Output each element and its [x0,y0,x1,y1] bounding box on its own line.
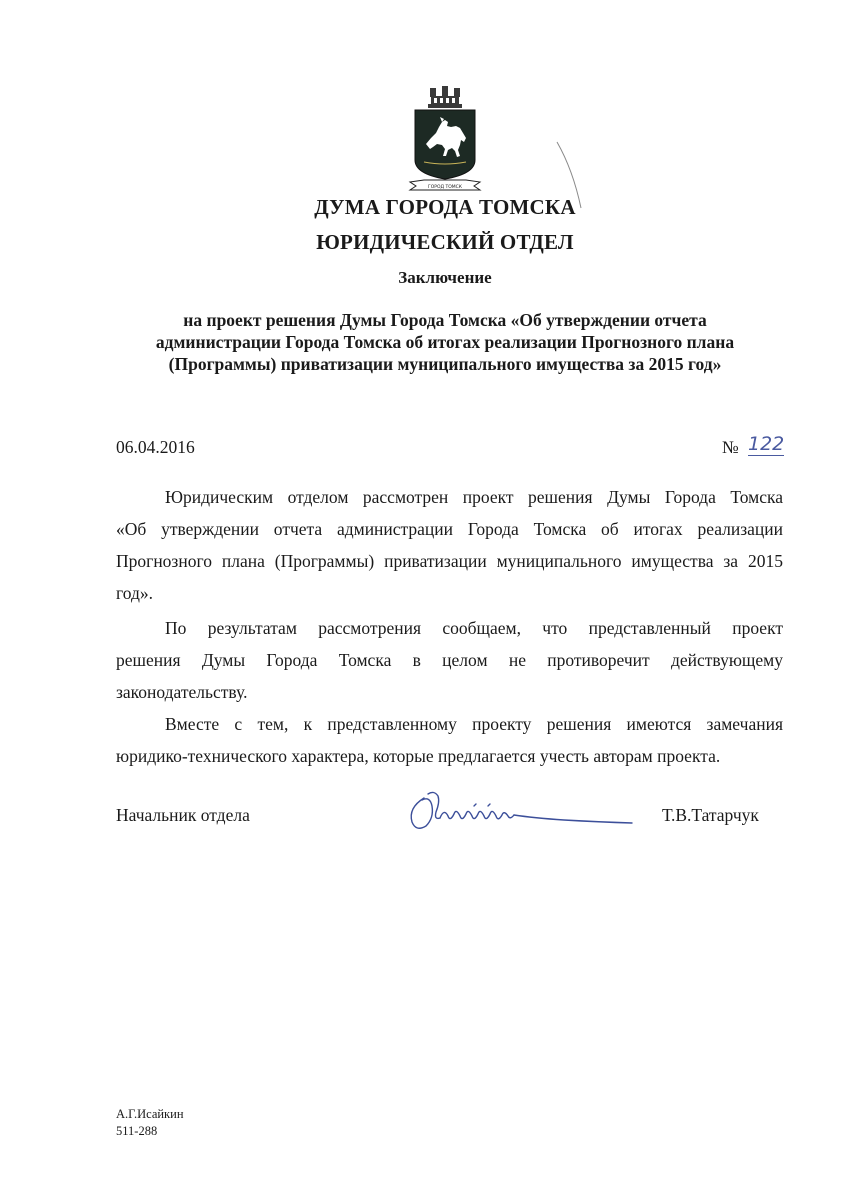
paragraph-line: законодательству. [116,682,248,702]
paragraph-line: «Об утверждении отчета администрации Города Томска об итогах реализации [116,519,783,539]
signer-position: Начальник отдела [116,805,250,825]
paragraph-line: решения Думы Города Томска в целом не противоречит действующему [116,650,783,670]
subject-line: администрации Города Томска об итогах реализации Прогнозного плана [155,332,735,352]
department-name: ЮРИДИЧЕСКИЙ ОТДЕЛ [316,230,574,254]
svg-text:ГОРОД ТОМСК: ГОРОД ТОМСК [428,185,462,190]
subject-line: на проект решения Думы Города Томска «Об утверждении отчета [183,310,707,330]
paragraph-line: юридико-технического характера, которые предлагается учесть авторам проекта. [116,746,721,766]
number-sign: № [722,437,739,457]
signer-name: Т.В.Татарчук [662,805,759,825]
subject-line: (Программы) приватизации муниципального имущества за 2015 год» [168,354,722,374]
organization-name: ДУМА ГОРОДА ТОМСКА [314,195,576,219]
document-number: 122 [748,433,785,455]
tomsk-coat-of-arms-icon [404,86,486,194]
paragraph-line: Прогнозного плана (Программы) приватизации муниципального имущества за 2015 [116,551,783,571]
handwritten-signature [404,788,636,836]
document-type: Заключение [398,268,492,287]
executor-name: А.Г.Исайкин [116,1107,184,1121]
paragraph-line: Вместе с тем, к представленному проекту решения имеются замечания [165,714,783,734]
paragraph-line: Юридическим отделом рассмотрен проект решения Думы Города Томска [165,487,783,507]
document-date: 06.04.2016 [116,437,195,457]
paragraph-line: По результатам рассмотрения сообщаем, что представленный проект [165,618,783,638]
executor-phone: 511-288 [116,1124,158,1138]
paragraph-line: год». [116,583,154,603]
